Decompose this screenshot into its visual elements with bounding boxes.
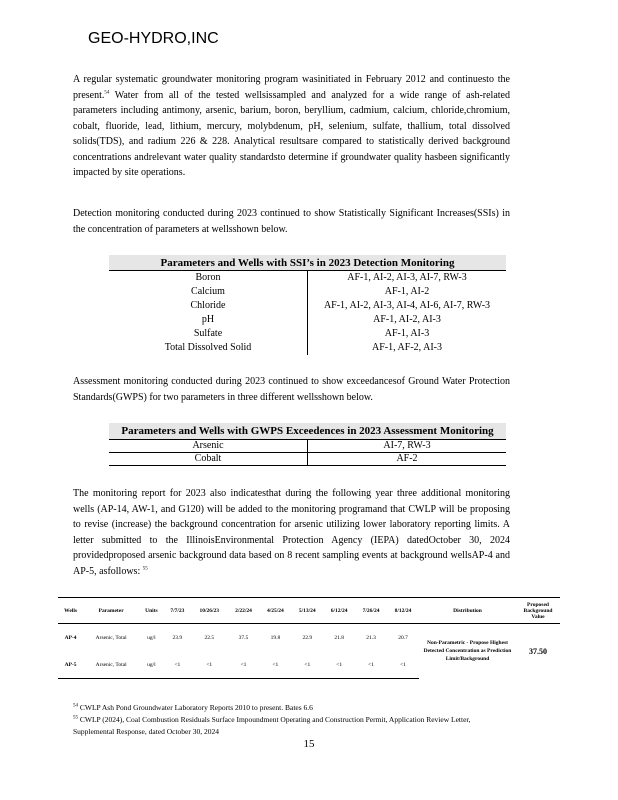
value-cell: 21.8 [334, 634, 344, 641]
parameter-cell: Arsenic, Total [83, 651, 139, 679]
value-cell: <1 [355, 651, 387, 679]
value-cell: <1 [323, 651, 355, 679]
table-row [109, 271, 506, 286]
wells-cell: AF-1, AI-2, AI-3, AI-7, RW-3 [347, 272, 467, 283]
col-header: Units [139, 598, 164, 624]
table-row [109, 327, 506, 341]
parameter-cell: Arsenic [109, 440, 308, 453]
col-header: 8/12/24 [387, 598, 419, 624]
value-cell: 19.8 [270, 634, 281, 641]
units-cell: ug/l [147, 634, 156, 641]
gwps-table-title: Parameters and Wells with GWPS Exceedences in 2023 Assessment Monitoring [109, 423, 506, 440]
col-header: 4/25/24 [259, 598, 291, 624]
background-value-cell: 37.50 [529, 646, 547, 656]
col-header: 2/22/24 [228, 598, 260, 624]
value-cell: <1 [387, 651, 419, 679]
col-header: Distribution [419, 598, 516, 624]
value-cell: 21.3 [366, 634, 376, 641]
value-cell: 23.9 [172, 634, 183, 641]
table-row [109, 453, 506, 466]
footnote-text: CWLP Ash Pond Groundwater Laboratory Reports 2010 to present. Bates 6.6 [79, 703, 313, 712]
col-header: Parameter [83, 598, 139, 624]
company-header: GEO-HYDRO,INC [88, 30, 219, 47]
parameter-cell: pH [109, 313, 308, 327]
parameter-cell: Sulfate [109, 327, 308, 341]
col-header: 10/26/23 [191, 598, 228, 624]
col-header: 7/7/23 [164, 598, 191, 624]
wells-cell: AF-1, AF-2, AI-3 [371, 342, 442, 353]
wells-cell: AI-7, RW-3 [308, 440, 507, 453]
col-header: 6/12/24 [323, 598, 355, 624]
ssi-table-title: Parameters and Wells with SSI’s in 2023 Detection Monitoring [109, 255, 506, 271]
table-row [109, 440, 506, 453]
footnote-54 [73, 702, 513, 714]
assessment-paragraph: Assessment monitoring conducted during 2023 continued to show exceedancesof Ground Water Protection Standards(GWPS) for two parameters in three different wellsshown below. [73, 376, 510, 403]
parameter-cell: Cobalt [109, 453, 308, 466]
well-cell: AP-4 [64, 634, 77, 641]
parameter-cell: Boron [109, 271, 308, 286]
parameter-cell: Total Dissolved Solid [109, 341, 308, 355]
intro-text-start: A regular systematic groundwater monitoring program wasinitiated in February 2012 and continuesto the present. [73, 74, 510, 101]
page-number: 15 [303, 738, 315, 750]
wells-cell: AF-2 [308, 453, 507, 466]
footnote-number: 54 [73, 703, 78, 709]
well-cell: AP-5 [58, 651, 83, 679]
table-row [109, 341, 506, 355]
ssi-table [109, 255, 506, 355]
distribution-cell: Non-Parametric - Propose Highest Detected Concentration as Prediction Limit/Background [423, 640, 512, 663]
gwps-table [109, 423, 506, 466]
wells-cell: AF-1, AI-2 [384, 286, 430, 297]
wells-cell: AF-1, AI-3 [384, 328, 430, 339]
footnotes [73, 702, 513, 738]
wells-cell: AF-1, AI-2, AI-3, AI-4, AI-6, AI-7, RW-3 [323, 300, 491, 311]
value-cell: 22.5 [204, 634, 215, 641]
footnote-55 [73, 714, 513, 738]
footnote-ref-55[interactable]: 55 [142, 566, 148, 572]
table-row [109, 285, 506, 299]
detection-paragraph: Detection monitoring conducted during 2023 continued to show Statistically Significant Increases(SSIs) in the concentration of parameters at wellsshown below. [73, 208, 510, 235]
value-cell: 20.7 [398, 634, 408, 641]
wells-cell: AF-1, AI-2, AI-3 [373, 314, 441, 325]
table-row [109, 299, 506, 313]
parameter-cell: Calcium [109, 285, 308, 299]
table-row [58, 624, 560, 652]
value-cell: <1 [259, 651, 291, 679]
footnote-ref-54[interactable]: 54 [104, 90, 110, 96]
col-header: Wells [58, 598, 83, 624]
arsenic-background-table [58, 597, 560, 679]
value-cell: <1 [228, 651, 260, 679]
parameter-cell: Chloride [109, 299, 308, 313]
proposal-text: The monitoring report for 2023 also indicatesthat during the following year three additional monitoring wells (AP-14, AW-1, and G120) will be added to the monitoring programand that CWLP will be proposing to revise (increase) the background concentration for arsenic utilizing lower laboratory reporting limits. A letter submitted to the IllinoisEnvironmental Protection Agency (IEPA) datedOctober 30, 2024 providedproposed arsenic background data based on 8 recent sampling events at background wellsAP-4 and AP-5, asfollows: [73, 488, 510, 577]
proposal-paragraph [73, 486, 510, 579]
table-row [109, 313, 506, 327]
value-cell: <1 [164, 651, 191, 679]
units-cell: ug/l [139, 651, 164, 679]
value-cell: <1 [191, 651, 228, 679]
value-cell: 22.9 [302, 634, 313, 641]
col-header: 7/26/24 [355, 598, 387, 624]
col-header: 5/13/24 [291, 598, 323, 624]
parameter-cell: Arsenic, Total [95, 634, 127, 641]
intro-paragraph [73, 72, 510, 181]
intro-text-end: Water from all of the tested wellsissampled and analyzed for a wide range of ash-related parameters including antimony, arsenic, barium, boron, beryllium, cadmium, calcium, chloride,chromium, cobalt, fluoride, lead, lithium, mercury, molybdenum, pH, selenium, sulfate, thallium, total dissolved solids(TDS), and radium 226 & 228. Analytical resultsare compared to statistically derived background concentrations andrelevant water quality standardsto determine if groundwater quality hasbeen significantly impacted by site operations. [73, 89, 510, 178]
value-cell: 37.5 [238, 634, 249, 641]
col-header: Proposed Background Value [516, 598, 560, 624]
value-cell: <1 [291, 651, 323, 679]
footnote-text: CWLP (2024), Coal Combustion Residuals Surface Impoundment Operating and Construction Permit, Application Review Letter, Supplemental Response, dated October 30, 2024 [73, 715, 471, 736]
footnote-number: 55 [73, 715, 78, 721]
